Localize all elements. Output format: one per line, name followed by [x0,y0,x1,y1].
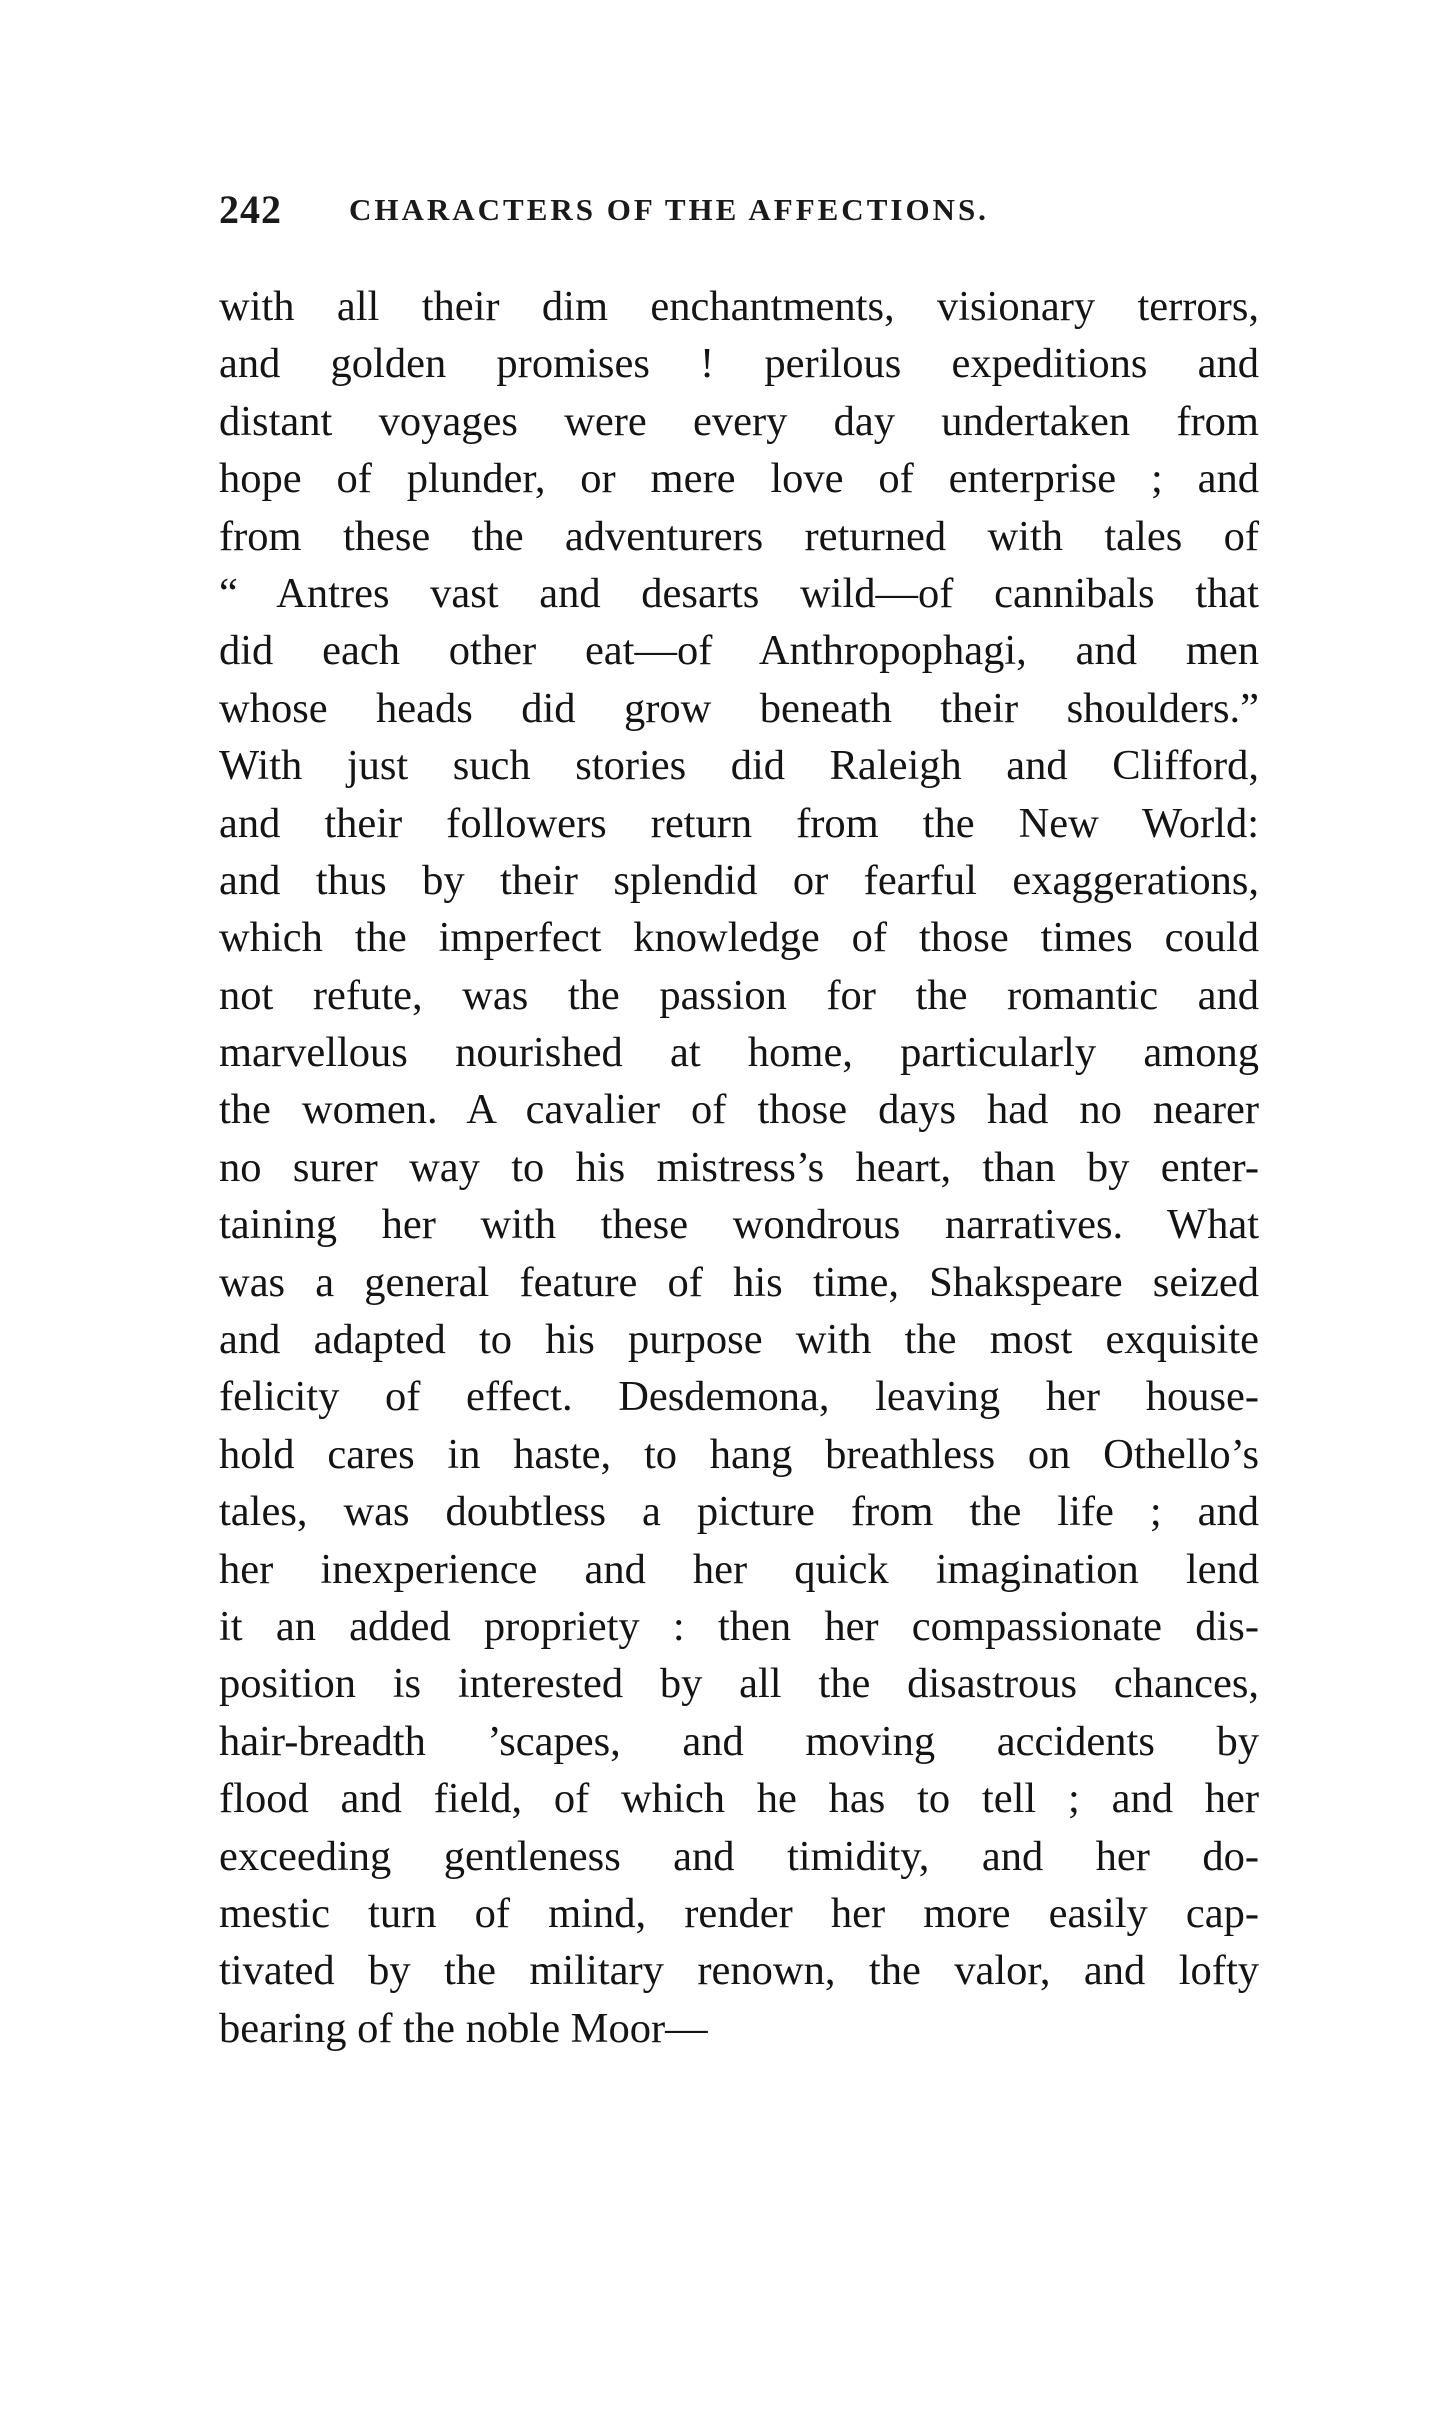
text-line: tivated by the military renown, the valor, and lofty [219,1947,1259,1995]
text-line: it an added propriety : then her compassionate dis- [219,1602,1259,1650]
text-line: no surer way to his mistress’s heart, than by enter- [219,1143,1259,1191]
text-line: marvellous nourished at home, particularly among [219,1029,1259,1077]
text-line: not refute, was the passion for the romantic and [219,971,1259,1019]
text-line: felicity of effect. Desdemona, leaving her house- [219,1373,1259,1421]
text-line: from these the adventurers returned with tales of [219,512,1259,560]
running-title: CHARACTERS OF THE AFFECTIONS. [349,192,989,227]
text-line: With just such stories did Raleigh and Clifford, [219,742,1259,790]
text-line: bearing of the noble Moor— [219,2004,708,2052]
text-line: flood and field, of which he has to tell ; and her [219,1775,1259,1823]
text-line: “ Antres vast and desarts wild—of cannibals that [219,569,1259,617]
text-line: and golden promises ! perilous expeditions and [219,340,1259,388]
text-line: was a general feature of his time, Shakspeare seized [219,1258,1259,1306]
text-line: hold cares in haste, to hang breathless on Othello’s [219,1430,1259,1478]
text-line: her inexperience and her quick imagination lend [219,1545,1259,1593]
text-line: hope of plunder, or mere love of enterprise ; and [219,455,1259,503]
text-line: taining her with these wondrous narratives. What [219,1201,1259,1249]
text-line: and thus by their splendid or fearful exaggerations, [219,856,1259,904]
text-line: and their followers return from the New World: [219,799,1259,847]
page-number: 242 [219,187,282,232]
text-line: tales, was doubtless a picture from the life ; and [219,1488,1259,1536]
text-line: the women. A cavalier of those days had no nearer [219,1086,1259,1134]
text-line: position is interested by all the disastrous chances, [219,1660,1259,1708]
text-line: did each other eat—of Anthropophagi, and men [219,627,1259,675]
text-line: with all their dim enchantments, visionary terrors, [219,283,1259,330]
body-text [219,278,1259,2057]
text-line: exceeding gentleness and timidity, and her do- [219,1832,1259,1880]
text-line: and adapted to his purpose with the most exquisite [219,1316,1259,1364]
text-line: hair-breadth ’scapes, and moving accidents by [219,1717,1259,1765]
text-line: whose heads did grow beneath their shoulders.” [219,684,1259,732]
text-line: mestic turn of mind, render her more easily cap- [219,1889,1259,1937]
running-head [219,186,1249,236]
text-line: distant voyages were every day undertaken from [219,397,1259,445]
text-line: which the imperfect knowledge of those times could [219,914,1259,962]
